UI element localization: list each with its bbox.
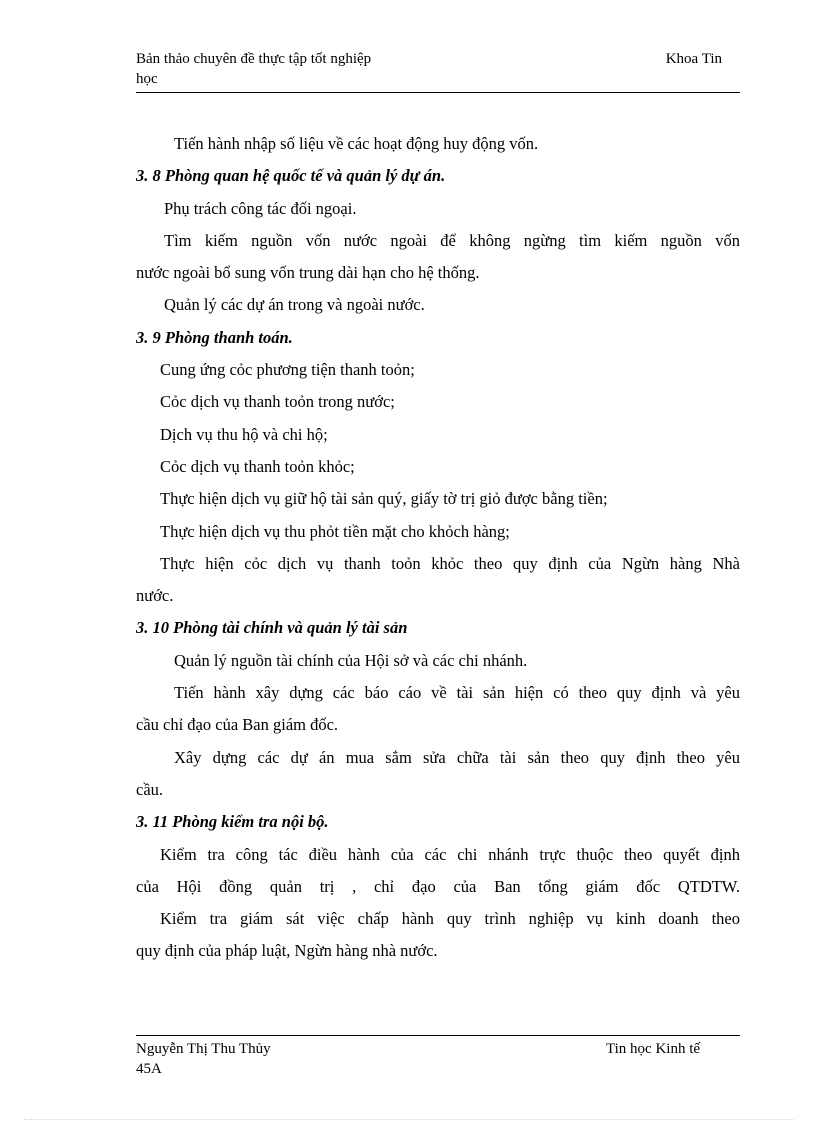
paragraph: Xây dựng các dự án mua sắm sửa chữa tài sản theo quy định theo yêu (174, 747, 740, 767)
footer-author (136, 1039, 336, 1079)
paragraph: Kiểm tra công tác điều hành của các chi nhánh trực thuộc theo quyết định (160, 844, 740, 864)
page-header (136, 49, 740, 93)
header-department: Khoa Tin (665, 51, 722, 67)
list-item: Dịch vụ thu hộ và chi hộ; (160, 424, 328, 444)
paragraph-continuation: cầu. (136, 779, 164, 799)
paragraph: Tìm kiếm nguồn vốn nước ngoài để không ngừng tìm kiếm nguồn vốn (164, 230, 740, 250)
section-heading-3-8: 3. 8 Phòng quan hệ quốc tế và quản lý dự án. (136, 166, 446, 186)
header-title-line1: Bản thảo chuyên đề thực tập tốt nghiệp (136, 51, 372, 67)
list-item: Cung ứng cỏc phương tiện thanh toỏn; (160, 360, 415, 380)
header-title (136, 49, 436, 89)
paragraph-continuation: quy định của pháp luật, Ngừn hàng nhà nước. (136, 941, 438, 961)
paragraph-continuation: nước ngoài bổ sung vốn trung dài hạn cho hệ thống. (136, 263, 480, 283)
paragraph-continuation: của Hội đồng quản trị , chỉ đạo của Ban tổng giám đốc QTDTW. (136, 876, 740, 896)
paragraph: Quản lý các dự án trong và ngoài nước. (164, 295, 425, 315)
section-heading-3-9: 3. 9 Phòng thanh toán. (136, 327, 293, 347)
author-class: 45A (136, 1061, 162, 1077)
footer-department: Tin học Kinh tế (606, 1041, 701, 1057)
paragraph: Phụ trách công tác đối ngoại. (164, 198, 357, 218)
paragraph: Tiến hành nhập số liệu về các hoạt động huy động vốn. (174, 134, 539, 153)
list-item: Thực hiện dịch vụ giữ hộ tài sản quý, giấy tờ trị giỏ được bằng tiền; (160, 489, 608, 509)
paragraph: Thực hiện cỏc dịch vụ thanh toỏn khỏc theo quy định của Ngừn hàng Nhà (160, 553, 740, 573)
paragraph-continuation: nước. (136, 586, 174, 606)
list-item: Cỏc dịch vụ thanh toỏn khỏc; (160, 456, 355, 476)
paragraph-continuation: cầu chỉ đạo của Ban giám đốc. (136, 715, 339, 735)
paragraph: Kiểm tra giám sát việc chấp hành quy trình nghiệp vụ kinh doanh theo (160, 909, 740, 929)
section-heading-3-11: 3. 11 Phòng kiểm tra nội bộ. (136, 812, 329, 832)
paragraph: Quản lý nguồn tài chính của Hội sở và các chi nhánh. (174, 650, 528, 670)
paragraph: Tiến hành xây dựng các báo cáo về tài sản hiện có theo quy định và yêu (174, 683, 740, 703)
page-footer (136, 1035, 740, 1077)
list-item: Thực hiện dịch vụ thu phỏt tiền mặt cho khỏch hàng; (160, 521, 510, 541)
section-heading-3-10: 3. 10 Phòng tài chính và quản lý tài sản (136, 618, 408, 638)
author-name: Nguyễn Thị Thu Thủy (136, 1041, 271, 1057)
page-bottom-edge (24, 1119, 794, 1120)
document-body (136, 128, 740, 968)
list-item: Cỏc dịch vụ thanh toỏn trong nước; (160, 392, 395, 412)
header-title-line2: học (136, 71, 158, 87)
